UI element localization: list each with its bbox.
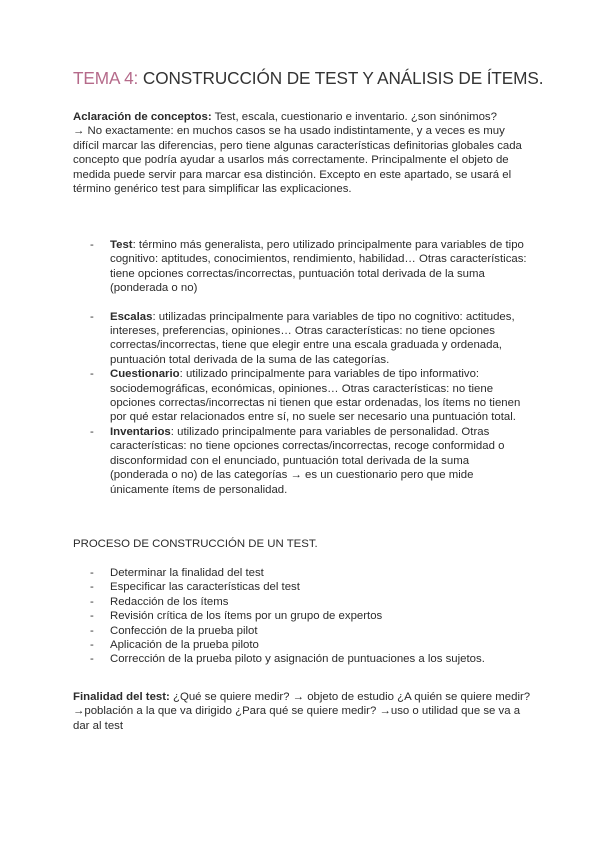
bullet-dash: - (90, 653, 94, 666)
step-text: Redacción de los ítems (110, 595, 229, 608)
bullet-dash: - (90, 610, 94, 623)
list-item (90, 624, 530, 638)
bullet-dash: - (90, 639, 94, 652)
process-steps-list (90, 566, 530, 667)
bullet-dash: - (90, 310, 94, 323)
bullet-dash: - (90, 425, 94, 438)
page-title (73, 68, 573, 89)
list-item (90, 580, 530, 594)
bullet-dash: - (90, 581, 94, 594)
list-item (90, 566, 530, 580)
process-heading: PROCESO DE CONSTRUCCIÓN DE UN TEST. (73, 538, 318, 550)
finalidad-paragraph (73, 690, 533, 733)
title-text: CONSTRUCCIÓN DE TEST Y ANÁLISIS DE ÍTEMS. (138, 68, 544, 88)
concept-text: : utilizadas principalmente para variables de tipo no cognitivo: actitudes, intereses, preferencias, opiniones… Otras características: no tiene opciones correctas/incorrectas, tiene que elegir entre una escala graduada y ordenada, puntuación total derivada de la suma de las categorías. (110, 310, 515, 366)
bullet-dash: - (90, 239, 94, 251)
concept-term: Inventarios (110, 425, 171, 438)
bullet-dash: - (90, 595, 94, 608)
list-item (90, 367, 530, 425)
list-item (90, 425, 530, 497)
step-text: Confección de la prueba pilot (110, 624, 258, 637)
intro-question: Test, escala, cuestionario e inventario. ¿son sinónimos? (211, 111, 497, 123)
list-item (90, 638, 530, 652)
step-text: Corrección de la prueba piloto y asignación de puntuaciones a los sujetos. (110, 653, 485, 666)
concept-text: : utilizado principalmente para variables de tipo informativo: sociodemográficas, económicas, opiniones… Otras características: no tiene opciones correctas/incorrectas ni tienen que estar ordenadas, los ítems no tienen por qué estar relacionados entre sí, no suele ser necesario una puntuación total. (110, 368, 521, 424)
intro-label: Aclaración de conceptos: (73, 111, 212, 123)
finalidad-label: Finalidad del test: (73, 691, 170, 703)
concept-text: : término más generalista, pero utilizado principalmente para variables de tipo cognitivo: aptitudes, conocimientos, rendimiento, habilidad… Otras características: tiene opciones correctas/incorrectas, puntuación total derivada de la suma (ponderada o no) (110, 239, 527, 295)
step-text: Revisión crítica de los ítems por un grupo de expertos (110, 610, 383, 623)
list-item (90, 238, 530, 296)
intro-paragraph (73, 110, 533, 196)
list-item (90, 310, 530, 368)
concept-term: Cuestionario (110, 368, 180, 381)
list-item (90, 595, 530, 609)
intro-answer: → No exactamente: en muchos casos se ha usado indistintamente, y a veces es muy difícil marcar las diferencias, pero tiene algunas características definitorias globales cada concepto que podría ayudar a usarlos más correctamente. Principalmente el objeto de medida puede servir para marcar esa distinción. Excepto en este apartado, se usará el término genérico test para simplificar las explicaciones. (73, 125, 522, 196)
bullet-dash: - (90, 368, 94, 381)
bullet-dash: - (90, 624, 94, 637)
concepts-list (90, 238, 530, 497)
concept-term: Test (110, 239, 133, 251)
concept-text: : utilizado principalmente para variables de personalidad. Otras características: no tiene opciones correctas/incorrectas, recoge conformidad o disconformidad con el enunciado, puntuación total derivada de la suma (ponderada o no) de las categorías → es un cuestionario pero que mide únicamente ítems de personalidad. (110, 425, 505, 496)
list-item (90, 609, 530, 623)
bullet-dash: - (90, 567, 94, 579)
step-text: Especificar las características del test (110, 581, 300, 594)
step-text: Determinar la finalidad del test (110, 567, 264, 579)
step-text: Aplicación de la prueba piloto (110, 639, 259, 652)
concept-term: Escalas (110, 310, 153, 323)
title-prefix: TEMA 4: (73, 68, 139, 88)
finalidad-text: ¿Qué se quiere medir? → objeto de estudio ¿A quién se quiere medir? →población a la que va dirigido ¿Para qué se quiere medir? →uso o utilidad que se va a dar al test (73, 691, 531, 732)
list-item (90, 652, 530, 666)
